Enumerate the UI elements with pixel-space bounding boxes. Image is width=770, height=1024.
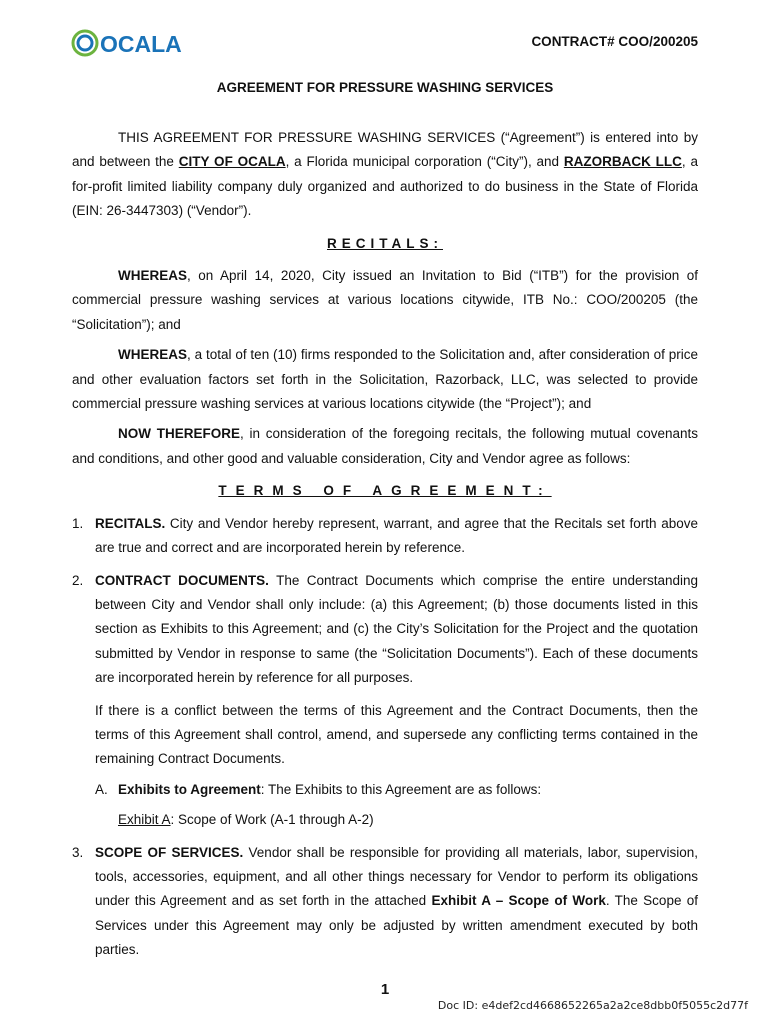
conflict-paragraph: If there is a conflict between the terms of this Agreement and the Contract Documents, then the terms of this Agreement shall control, amend, and supersede any conflicting terms contained in the remaining Contract Documents. [95,702,698,767]
exhibit-a-label: Exhibit A [118,812,171,828]
term-item-recitals: 1. RECITALS. City and Vendor hereby represent, warrant, and agree that the Recitals set forth above are true and correct and are incorporated herein by reference. [72,515,698,556]
exhibits-subsection: A. Exhibits to Agreement: The Exhibits to this Agreement are as follows: [95,781,542,797]
logo-text: OCALA [100,31,182,57]
term-item-contract-documents: 2. CONTRACT DOCUMENTS. The Contract Documents which comprise the entire understanding between City and Vendor shall only include: (a) this Agreement; (b) those documents listed in this section as Exhibits to this Agreement; and (c) the City’s Solicitation for the Project and the quotation submitted by Vendor in response to same (the “Solicitation Documents”). Each of these documents are incorporated herein by reference for all purposes. [72,572,698,686]
city-name: CITY OF OCALA [178,154,286,170]
recitals-heading: RECITALS: [327,235,443,251]
doc-id: Doc ID: e4def2cd4668652265a2a2ce8dbb0f5055c2d77f [437,999,748,1012]
exhibit-a-line: Exhibit A: Scope of Work (A-1 through A-2) [118,812,374,828]
term-item-scope: 3. SCOPE OF SERVICES. Vendor shall be responsible for providing all materials, labor, supervision, tools, accessories, equipment, and all other things necessary for Vendor to perform its obligations under this Agreement and as set forth in the attached Exhibit A – Scope of Work. The Scope of Services under this Agreement may only be adjusted by written amendment executed by both parties. [72,844,698,958]
recital-paragraph: NOW THEREFORE, in consideration of the foregoing recitals, the following mutual covenants and conditions, and other good and valuable consideration, City and Vendor agree as follows: [72,426,698,466]
vendor-name: RAZORBACK LLC [563,154,682,170]
recital-paragraph: WHEREAS, on April 14, 2020, City issued an Invitation to Bid (“ITB”) for the provision of commercial pressure washing services at various locations citywide, ITB No.: COO/200205 (the “Solicitation”); and [72,268,698,332]
page-number: 1 [380,981,390,998]
terms-heading: TERMS OF AGREEMENT: [218,483,552,499]
ocala-logo [70,26,182,60]
contract-number: CONTRACT# COO/200205 [531,34,698,49]
document-body [72,126,698,963]
intro-paragraph: THIS AGREEMENT FOR PRESSURE WASHING SERVICES (“Agreement”) is entered into by and between the CITY OF OCALA, a Florida municipal corporation (“City”), and RAZORBACK LLC, a for-profit limited liability company duly organized and authorized to do business in the State of Florida (EIN: 26-3447303) (“Vendor”). [72,130,698,219]
agreement-title: AGREEMENT FOR PRESSURE WASHING SERVICES [216,80,554,95]
recital-paragraph: WHEREAS, a total of ten (10) firms responded to the Solicitation and, after consideration of price and other evaluation factors set forth in the Solicitation, Razorback, LLC, was selected to provide commercial pressure washing services at various locations citywide (the “Project”); and [72,347,698,412]
